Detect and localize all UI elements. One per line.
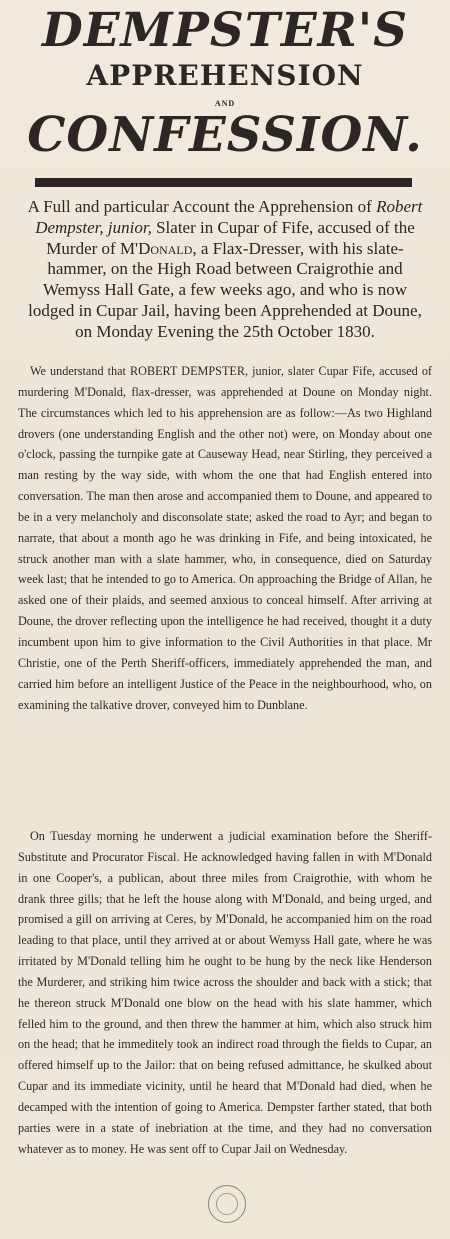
body-paragraph-1-text: We understand that ROBERT DEMPSTER, junior, slater Cupar Fife, accused of murdering M'Donald, flax-dresser, was apprehended at Doune on Monday night. The circumstances which led to his apprehension are as follow:—As two Highland drovers (one understanding English and the other not) were, on Monday about one o'clock, passing the turnpike gate at Causeway Head, near Stirling, they perceived a man resting by the way side, with whom the one that had English entered into conversation. The man then arose and accompanied them to Doune, and appeared to be in a very melancholy and disconsolate state; asked the road to Ayr; and began to narrate, that about a month ago he was drinking in Fife, and being intoxicated, he struck another man with a slate hammer, who, in consequence, died on Saturday week last; that he intended to go to America. On approaching the Bridge of Allan, he asked one of their plaids, and seemed anxious to conceal himself. After arriving at Doune, the drover reflecting upon the intelligence he had received, thought it a duty incumbent upon him to give information to the Civil Authorities in that place. Mr Christie, one of the Perth Sheriff-officers, immediately apprehended the man, and carried him before an intelligent Justice of the Peace in the neighbourhood, who, on examining the talkative drover, conveyed him to Dunblane. (18, 364, 432, 712)
summary-mcdonald: Donald (138, 238, 193, 258)
summary-part-2: Slater in Cupar of Fife, accused of the Murder of M' (46, 217, 415, 258)
library-stamp (208, 1185, 246, 1223)
title-line-confession: CONFESSION. (27, 107, 423, 163)
body-paragraph-2 (18, 826, 432, 1160)
title-line-apprehension: APPREHENSION (86, 59, 364, 92)
body-paragraph-1 (18, 361, 432, 715)
summary-part-3: , a Flax-Dresser, with his slate-hammer, on the High Road between Craigrothie and Wemyss Hall Gate, a few weeks ago, and who is now lodged in Cupar Jail, having been Apprehended at Doune, on Monday Evening the 25th October 1830. (28, 238, 422, 341)
title-line-dempsters: DEMPSTER'S (41, 3, 409, 58)
summary-part-1: A Full and particular Account the Apprehension of (27, 197, 377, 216)
summary-paragraph (22, 197, 428, 343)
body-paragraph-2-text: On Tuesday morning he underwent a judicial examination before the Sheriff-Substitute and Procurator Fiscal. He acknowledged having fallen in with M'Donald in one Cooper's, a publican, about three miles from Craigrothie, with whom he drank three gills; that he left the house along with M'Donald, and being urged, and promised a gill on arriving at Ceres, by M'Donald, he accompanied him on the road leading to that place, until they arrived at or about Wemyss Hall gate, where he was irritated by M'Donald telling him he ought to be hung by the neck like Henderson the Murderer, and striking him twice across the shoulder and back with a stick; that he thereon struck M'Donald one blow on the head with his slate hammer, which felled him to the ground, and then threw the hammer at him, which also struck him on the head; that he immeditely took an indirect road through the fields to Cupar, an offered himself up to the Jailor: that on being refused admittance, he skulked about Cupar and its immediate vicinity, until he heard that M'Donald had died, when he decamped with the intention of going to America. Dempster farther stated, that both parties were in a state of inebriation at the time, and they had no conversation whatever as to money. He was sent off to Cupar Jail on Wednesday. (18, 829, 432, 1156)
heavy-rule-divider (35, 178, 412, 187)
title-line-and: AND (214, 99, 236, 108)
summary-name: Robert Dempster, junior, (35, 197, 423, 237)
